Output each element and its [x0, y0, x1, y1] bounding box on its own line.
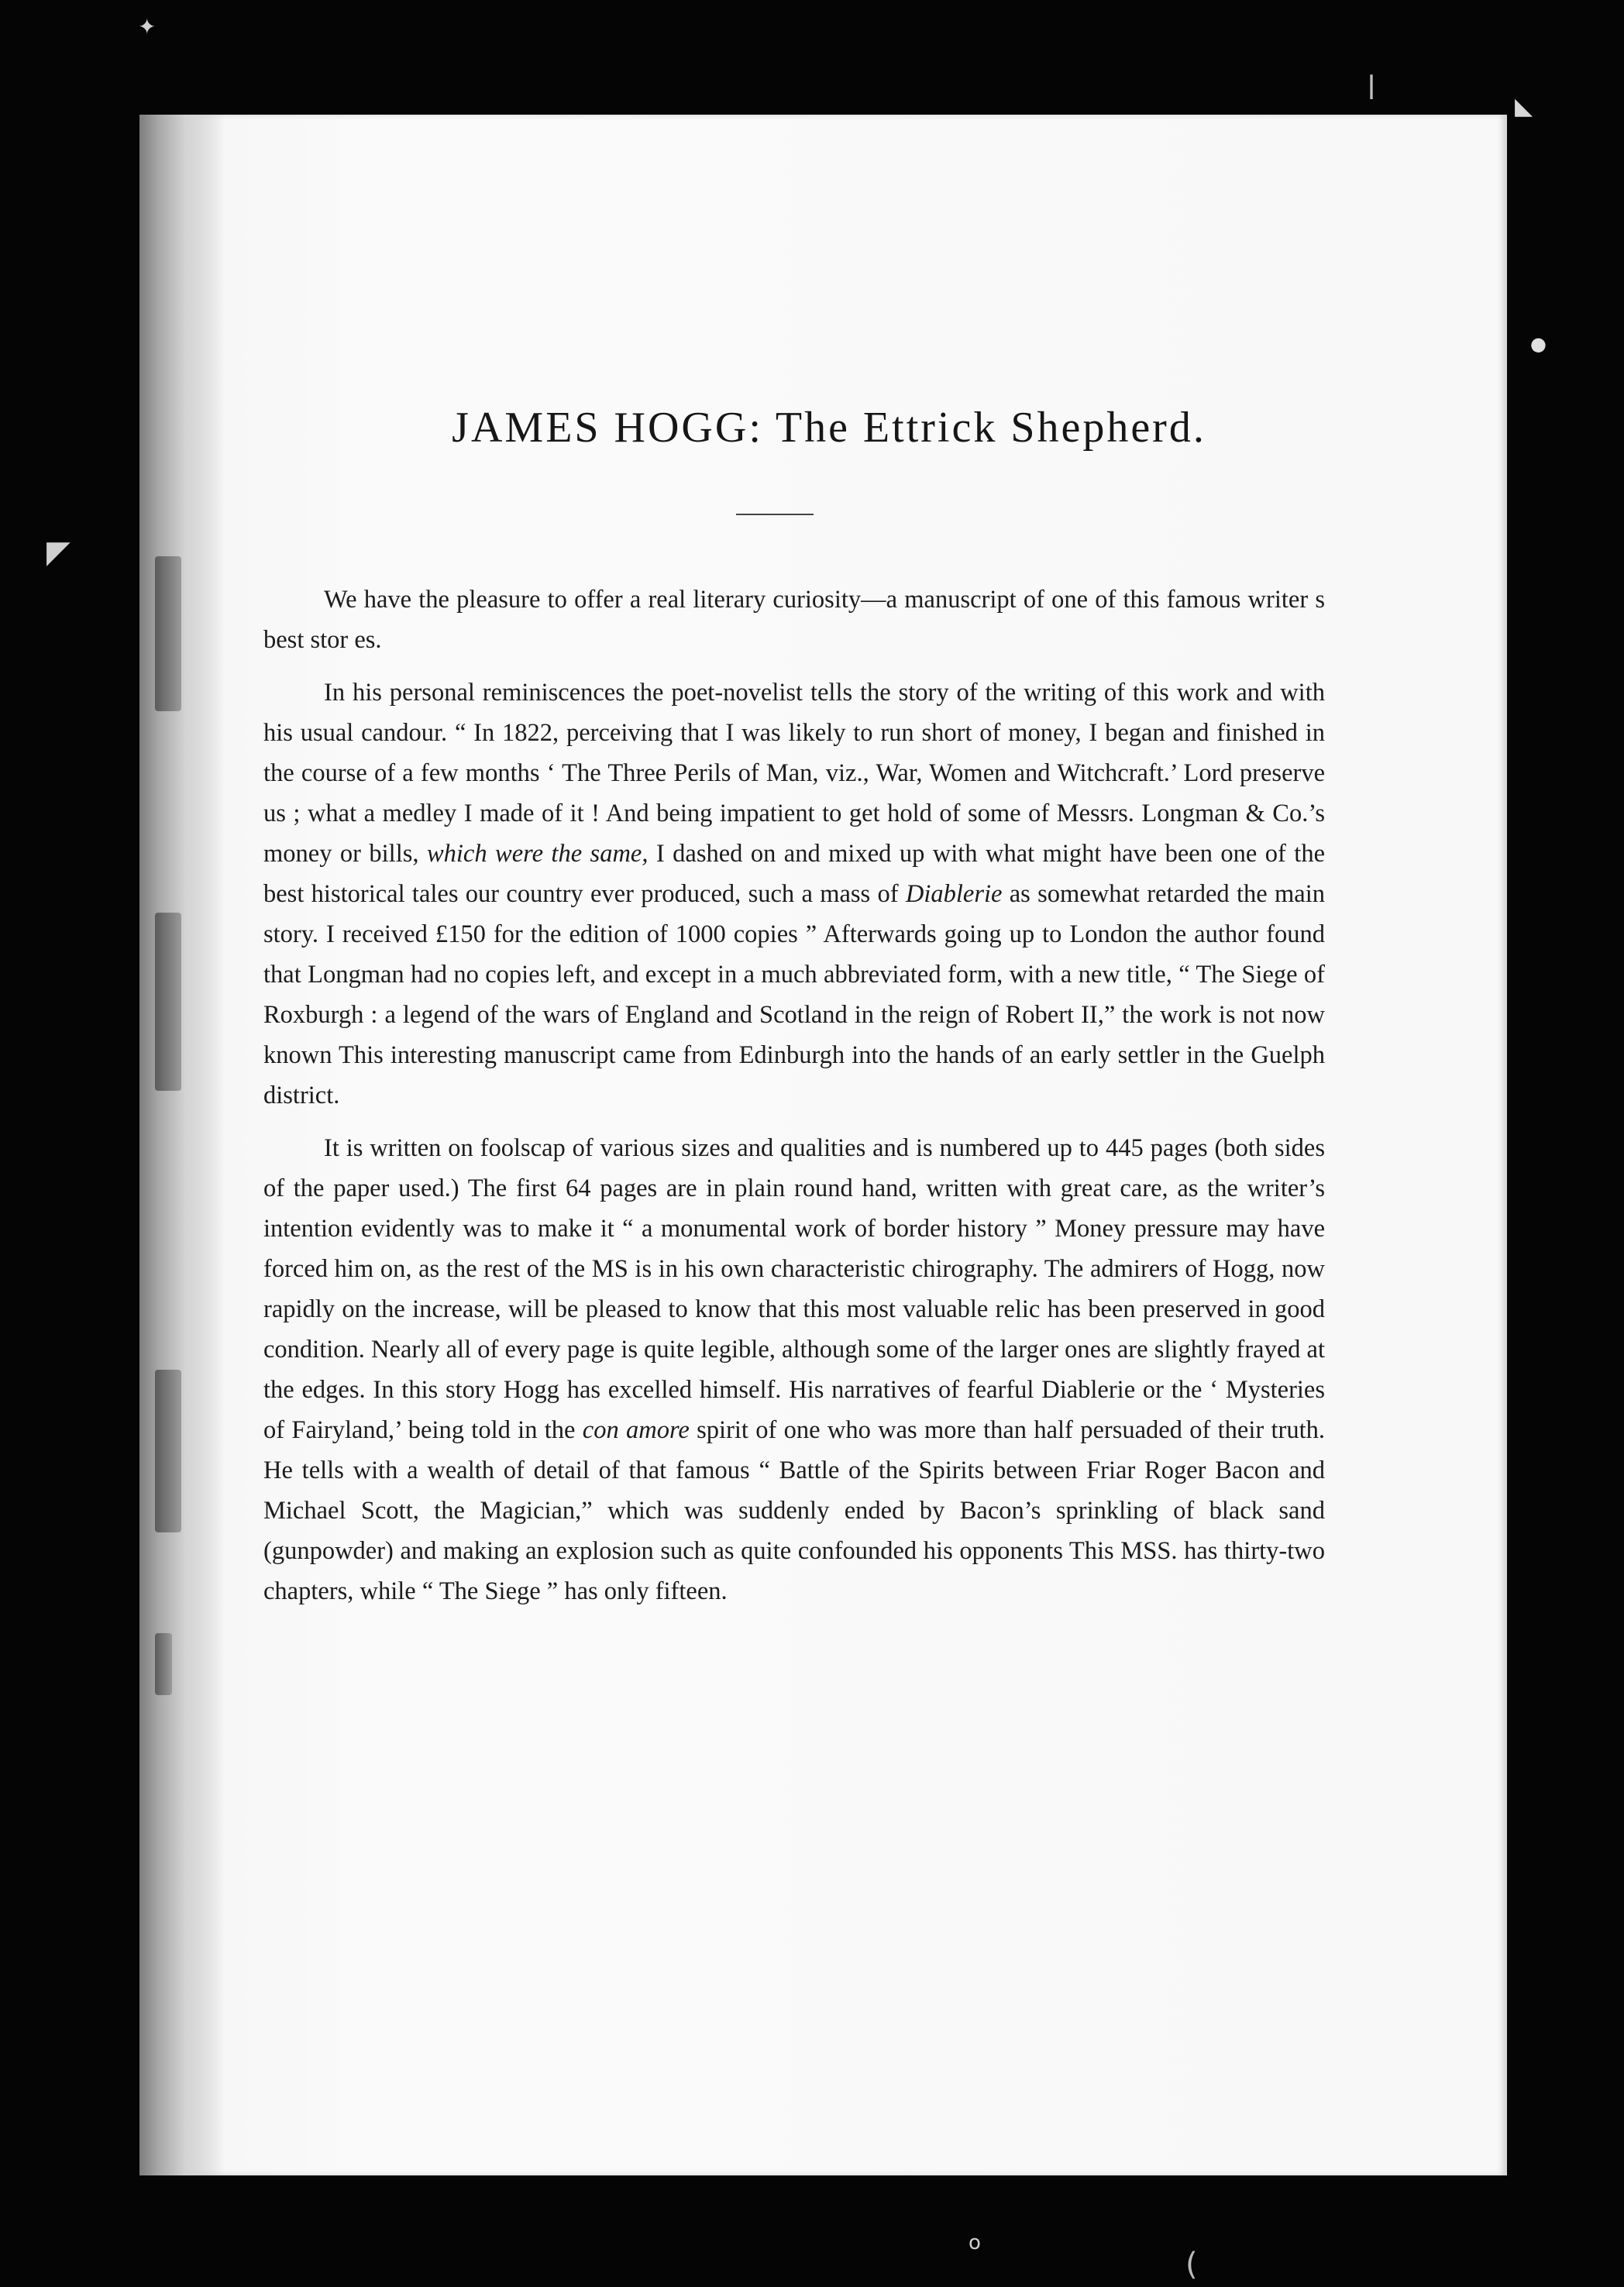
film-speck: ●: [1530, 333, 1547, 355]
film-speck: ◣: [1515, 93, 1533, 120]
film-speck: ✦: [138, 14, 157, 40]
binding-tab: [155, 556, 181, 711]
paragraph-3-text-b: spirit of one who was more than half persuaded of their truth. He tells with a wealth of detail of that famous “ Battle of the Spirits between Friar Roger Bacon and Michael Scott, the Magician,” which was suddenly ended by Bacon’s sprinkling of black sand (gunpowder) and making an explosion such as quite confounded his opponents This MSS. has thirty-two chapters, while “ The Siege ” has only fifteen.: [263, 1416, 1325, 1605]
paragraph-3-italic-a: con amore: [582, 1416, 690, 1444]
paragraph-1-text: We have the pleasure to offer a real literary curiosity—a manuscript of one of this famous writer s best stor es.: [263, 586, 1325, 654]
film-speck: ǀ: [1368, 70, 1376, 101]
binding-tab: [155, 913, 181, 1091]
paragraph-2: [263, 672, 1325, 1116]
document-page: [139, 115, 1507, 2175]
binding-edge: [139, 115, 225, 2175]
article-body: [263, 579, 1325, 1624]
paragraph-2-text-a: In his personal reminiscences the poet-novelist tells the story of the writing of this work and with his usual candour. “ In 1822, perceiving that I was likely to run short of money, I began and finished in the course of a few months ‘ The Three Perils of Man, viz., War, Women and Witchcraft.’ Lord preserve us ; what a medley I made of it ! And being impatient to get hold of some of Messrs. Longman & Co.’s money or bills,: [263, 679, 1325, 868]
film-speck: o: [969, 2231, 981, 2254]
paragraph-3: [263, 1128, 1325, 1611]
paragraph-2-italic-b: Diablerie: [905, 880, 1003, 908]
binding-tab: [155, 1633, 172, 1695]
paragraph-2-italic-a: which were the same,: [426, 840, 649, 868]
paragraph-2-text-b: I dashed on and mixed up with what might have been one of the best historical tales our country ever produced, such a mass of: [263, 840, 1325, 908]
film-speck: (: [1185, 2247, 1198, 2282]
page-title: JAMES HOGG: The Ettrick Shepherd.: [452, 404, 1206, 452]
binding-tab: [155, 1370, 181, 1532]
paragraph-1: [263, 579, 1325, 660]
paragraph-3-text-a: It is written on foolscap of various sizes and qualities and is numbered up to 445 pages (both sides of the paper used.) The first 64 pages are in plain round hand, written with great care, as the writer’s intention evidently was to make it “ a monumental work of border history ” Money pressure may have forced him on, as the rest of the MS is in his own characteristic chirography. The admirers of Hogg, now rapidly on the increase, will be pleased to know that this most valuable relic has been preserved in good condition. Nearly all of every page is quite legible, although some of the larger ones are slightly frayed at the edges. In this story Hogg has excelled himself. His narratives of fearful Diablerie or the ‘ Mysteries of Fairyland,’ being told in the: [263, 1134, 1325, 1444]
title-divider: [736, 514, 814, 515]
paragraph-2-text-c: as somewhat retarded the main story. I received £150 for the edition of 1000 copies ” Afterwards going up to London the author found that Longman had no copies left, and except in a much abbreviated form, with a new title, “ The Siege of Roxburgh : a legend of the wars of England and Scotland in the reign of Robert II,” the work is not now known This interesting manuscript came from Edinburgh into the hands of an early settler in the Guelph district.: [263, 880, 1325, 1109]
film-speck: ◤: [46, 535, 71, 570]
